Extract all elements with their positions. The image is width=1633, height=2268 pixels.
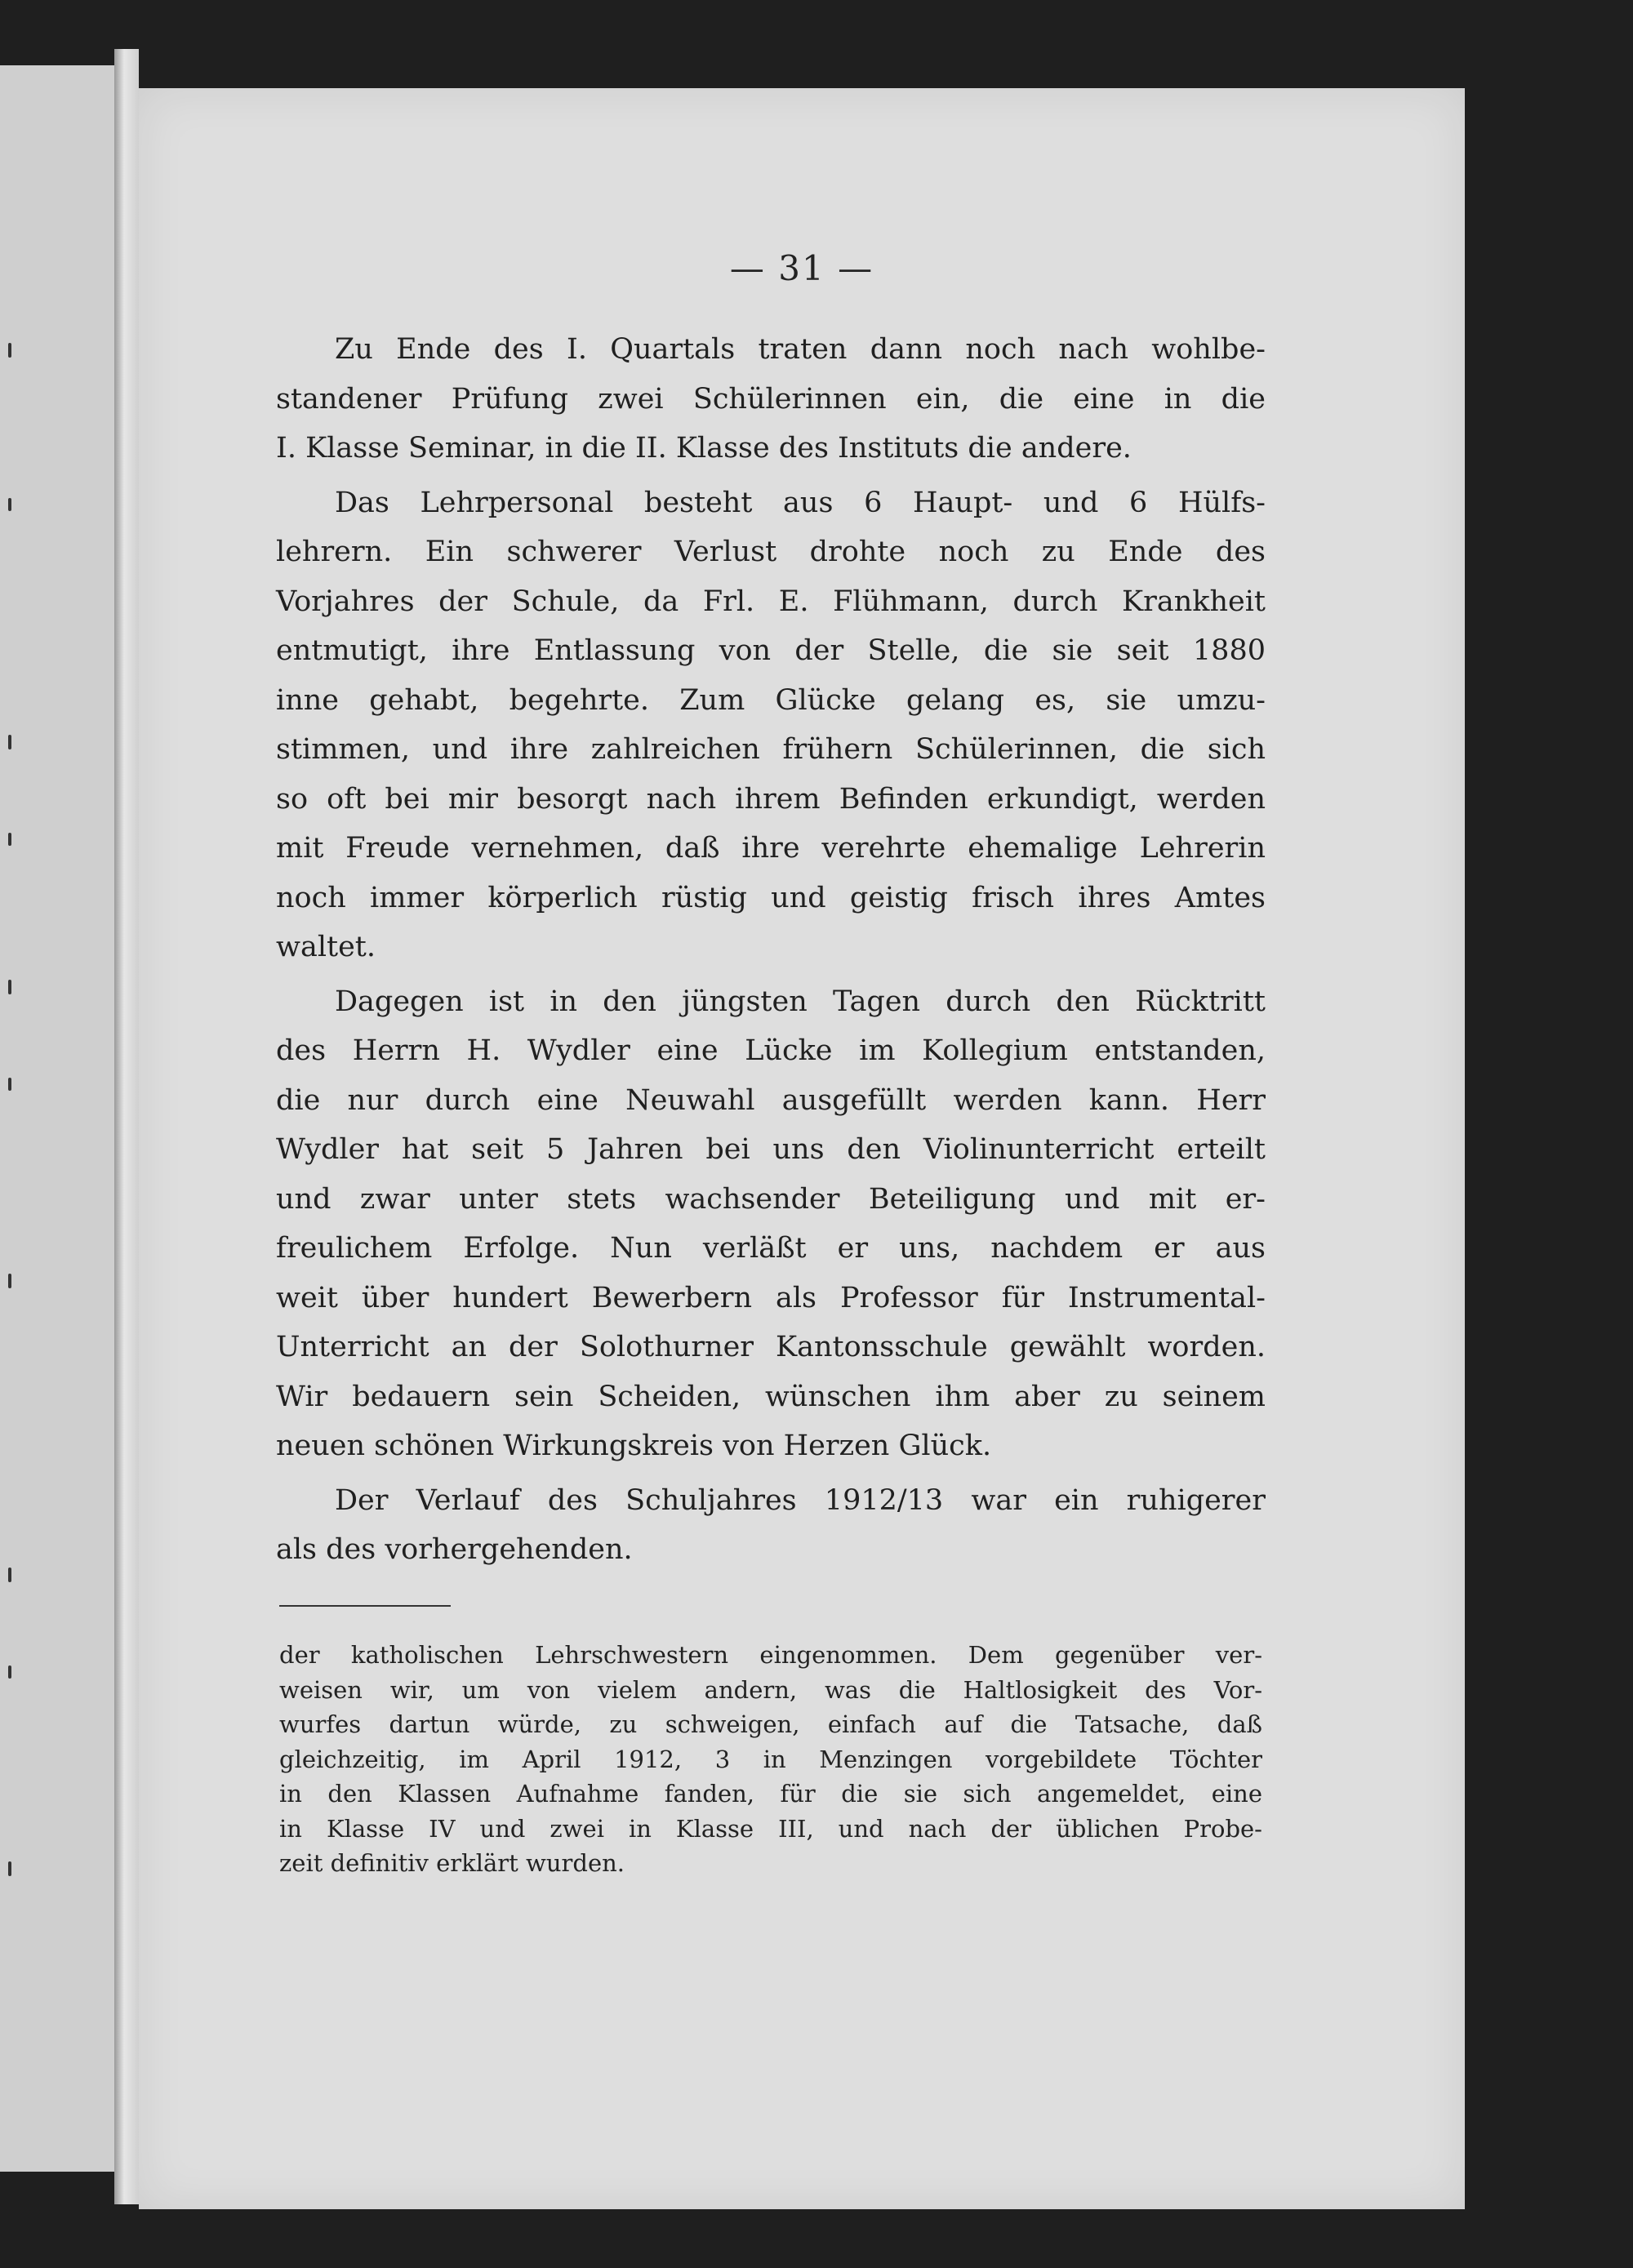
text-line: so oft bei mir besorgt nach ihrem Befinden erkundigt, werden [276,782,1266,816]
text-line: und zwar unter stets wachsender Beteiligung und mit er- [276,1182,1266,1216]
body-text [276,325,1266,1580]
footnote [279,1638,1262,1881]
text-line: Der Verlauf des Schuljahres 1912/13 war ein ruhigerer [335,1483,1266,1517]
left-page-text-fragment [8,343,11,358]
footnote-line: in Klasse IV und zwei in Klasse III, und nach der üblichen Probe- [279,1814,1262,1843]
left-page-text-fragment [8,980,11,994]
text-line: Dagegen ist in den jüngsten Tagen durch den Rücktritt [335,985,1266,1018]
text-line: mit Freude vernehmen, daß ihre verehrte ehemalige Lehrerin [276,832,1266,865]
paragraph [276,325,1266,474]
text-line: als des vorhergehenden. [276,1533,633,1566]
text-line: freulichem Erfolge. Nun verläßt er uns, nachdem er aus [276,1232,1266,1265]
left-page-text-fragment [8,1078,11,1091]
left-page-text-fragment [8,1861,11,1876]
left-page-edge-strip [0,65,122,2172]
book-page [139,88,1465,2209]
left-page-text-fragment [8,833,11,846]
footnote-line: gleichzeitig, im April 1912, 3 in Menzingen vorgebildete Töchter [279,1745,1262,1773]
text-line: Wydler hat seit 5 Jahren bei uns den Violinunterricht erteilt [276,1133,1266,1166]
footnote-rule [279,1605,451,1607]
text-line: stimmen, und ihre zahlreichen frühern Schülerinnen, die sich [276,733,1266,766]
text-line: entmutigt, ihre Entlassung von der Stelle, die sie seit 1880 [276,634,1266,667]
footnote-line: zeit definitiv erklärt wurden. [279,1849,625,1877]
footnote-line: in den Klassen Aufnahme fanden, für die sie sich angemeldet, eine [279,1780,1262,1808]
text-line: Vorjahres der Schule, da Frl. E. Flühmann, durch Krankheit [276,585,1266,618]
paragraph [276,1476,1266,1575]
text-line: Unterricht an der Solothurner Kantonsschule gewählt worden. [276,1331,1266,1363]
paragraph [276,977,1266,1471]
text-line: I. Klasse Seminar, in die II. Klasse des Instituts die andere. [276,432,1132,465]
footnote-line: weisen wir, um von vielem andern, was die Haltlosigkeit des Vor- [279,1675,1262,1704]
text-line: Wir bedauern sein Scheiden, wünschen ihm aber zu seinem [276,1380,1266,1413]
left-page-text-fragment [8,1274,11,1288]
left-page-text-fragment [8,1568,11,1582]
left-page-text-fragment [8,1665,11,1679]
text-line: waltet. [276,931,376,963]
book-gutter [114,49,139,2204]
text-line: Zu Ende des I. Quartals traten dann noch nach wohlbe- [335,333,1266,366]
text-line: inne gehabt, begehrte. Zum Glücke gelang es, sie umzu- [276,683,1266,717]
text-line: lehrern. Ein schwerer Verlust drohte noch zu Ende des [276,536,1266,568]
footnote-line: der katholischen Lehrschwestern eingenommen. Dem gegenüber ver- [279,1641,1262,1669]
text-line: Das Lehrpersonal besteht aus 6 Haupt- und 6 Hülfs- [335,486,1266,519]
footnote-line: wurfes dartun würde, zu schweigen, einfach auf die Tatsache, daß [279,1710,1262,1738]
paragraph [276,478,1266,972]
text-line: die nur durch eine Neuwahl ausgefüllt werden kann. Herr [276,1083,1266,1117]
text-line: neuen schönen Wirkungskreis von Herzen Glück. [276,1430,992,1462]
text-line: noch immer körperlich rüstig und geistig frisch ihres Amtes [276,881,1266,914]
text-line: standener Prüfung zwei Schülerinnen ein, die eine in die [276,382,1266,416]
left-page-text-fragment [8,735,11,749]
text-line: des Herrn H. Wydler eine Lücke im Kollegium entstanden, [276,1034,1266,1067]
left-page-text-fragment [8,498,11,511]
text-line: weit über hundert Bewerbern als Professor für Instrumental- [276,1281,1266,1314]
page-number: — 31 — [729,248,874,288]
